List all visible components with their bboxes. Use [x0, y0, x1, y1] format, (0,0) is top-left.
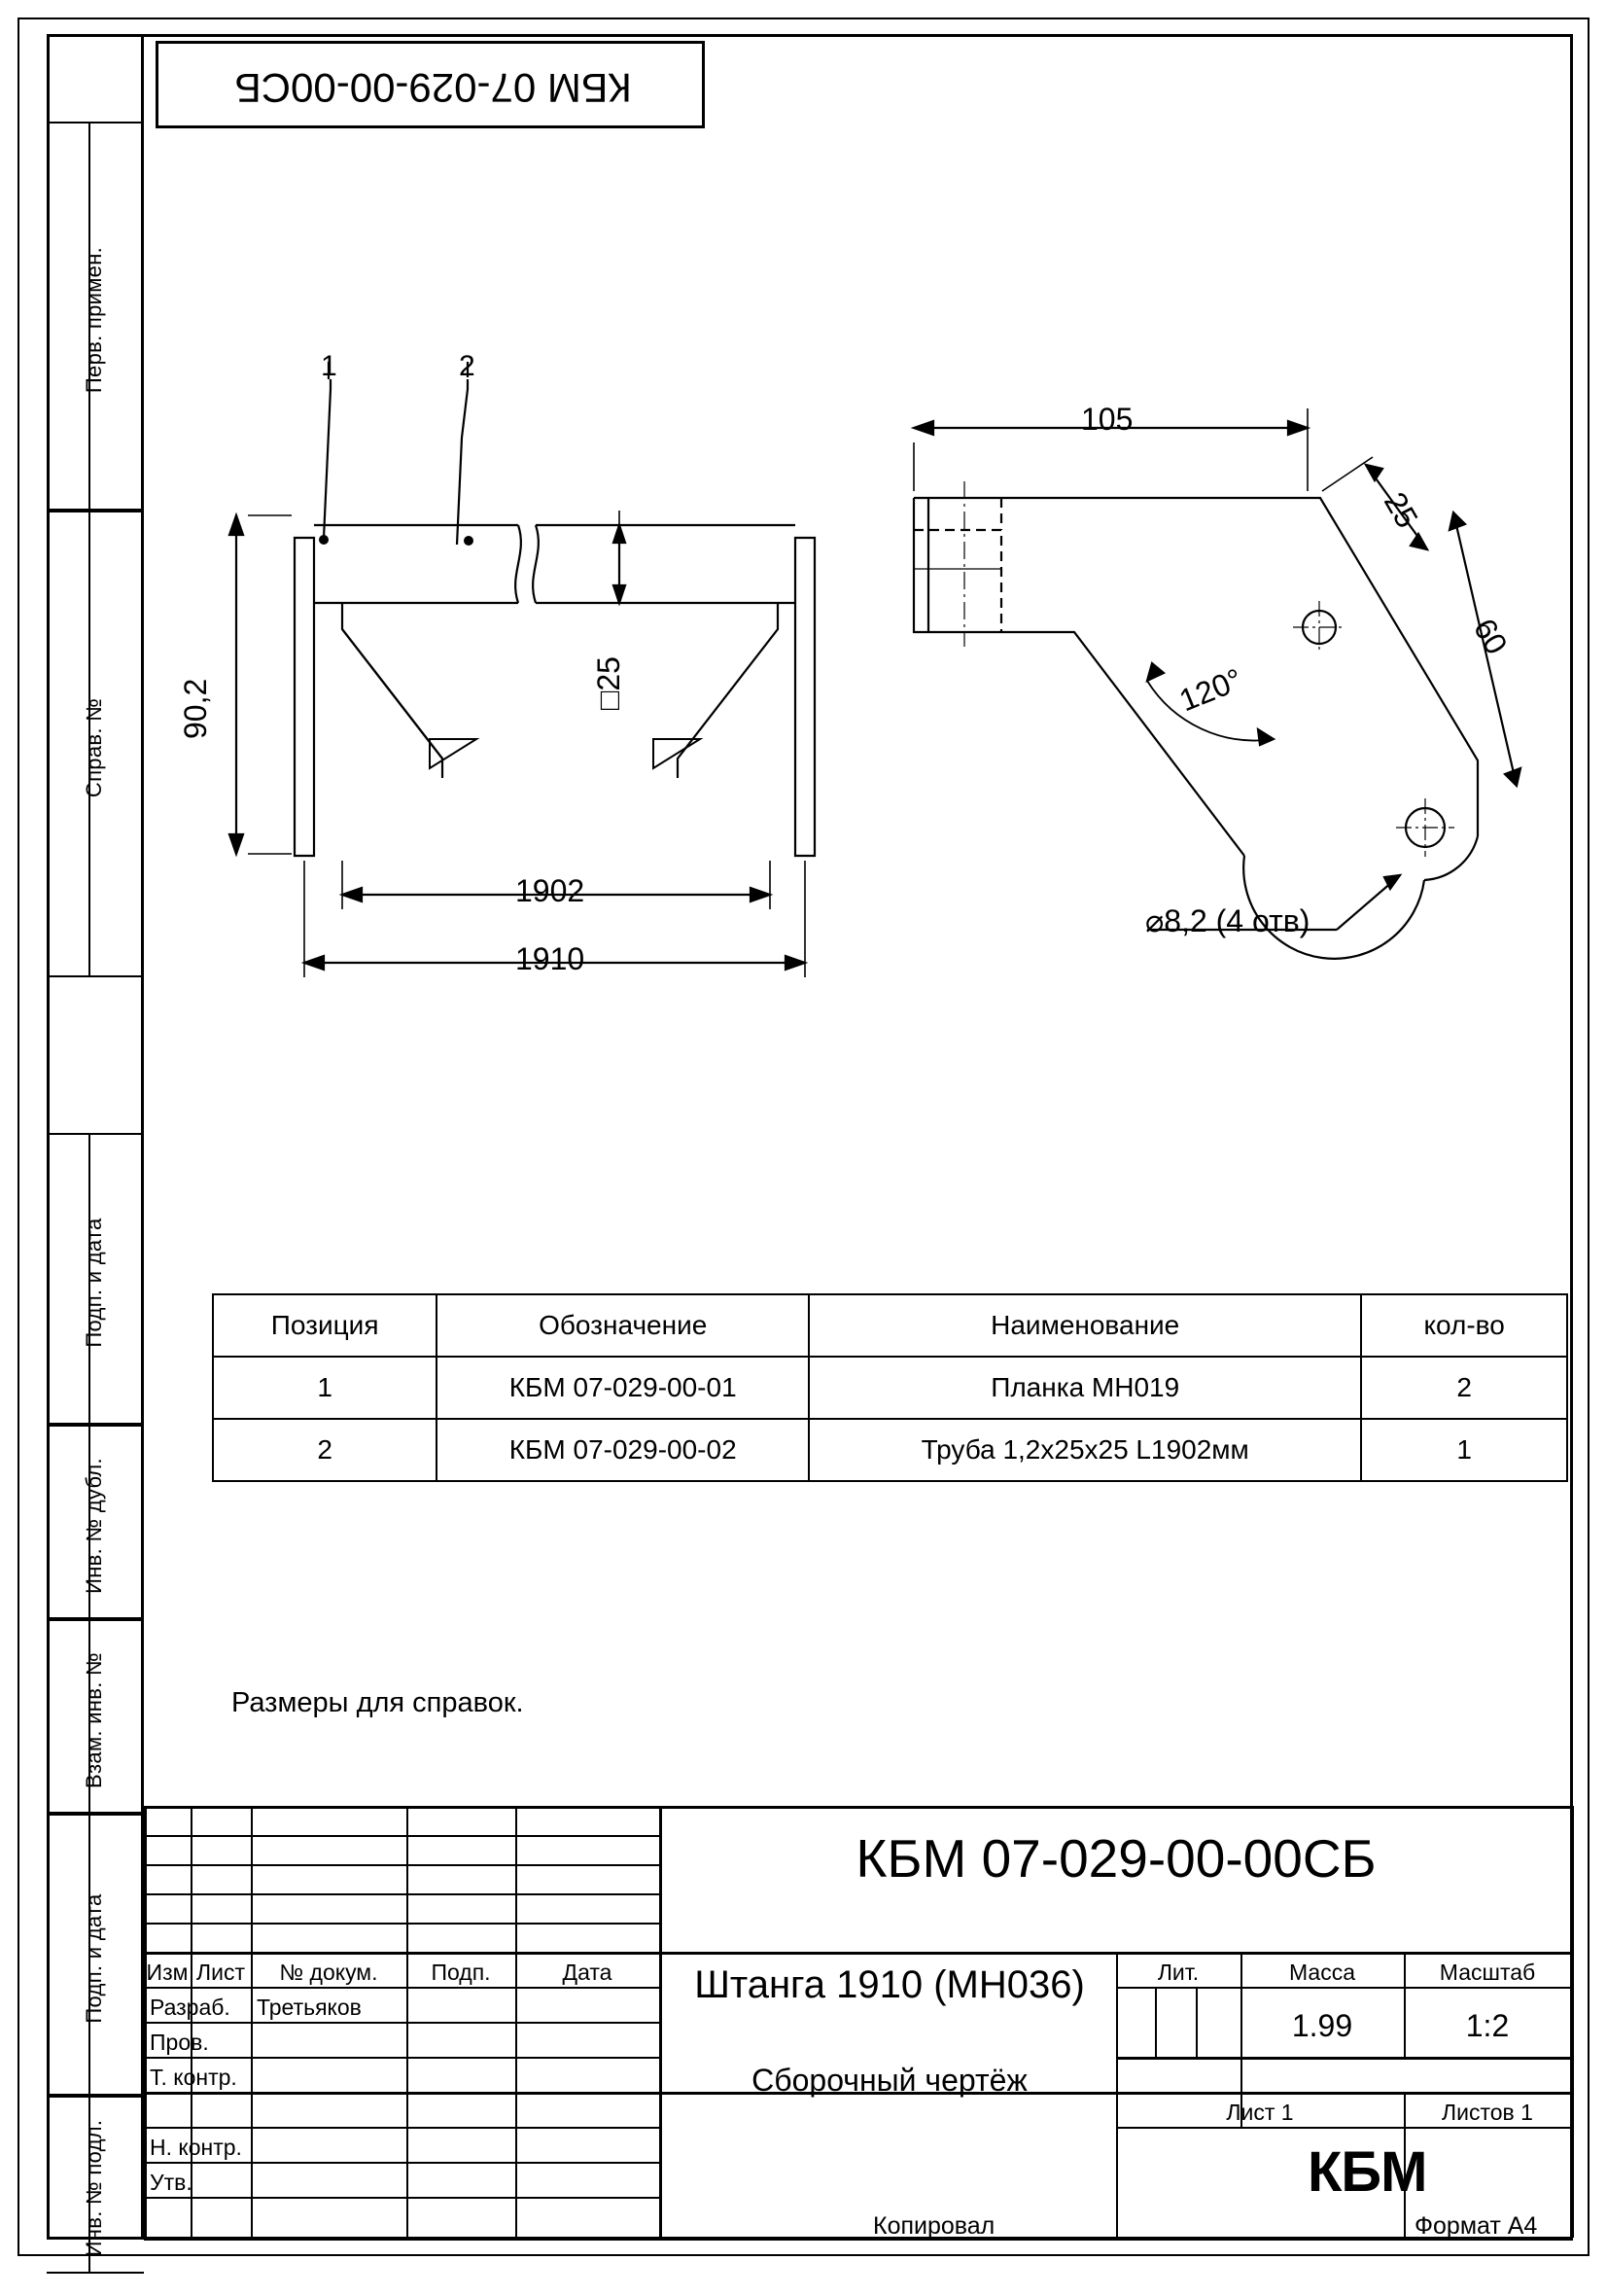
tb-line	[1116, 1987, 1573, 1989]
specification-table	[212, 1293, 1568, 1482]
tb-line	[659, 1806, 662, 2238]
footer-copy-label: Копировал	[873, 2212, 996, 2240]
tb-line	[144, 1952, 659, 1955]
tb-lit-label: Лит.	[1157, 1960, 1200, 1985]
callout-label-1: 1	[321, 350, 337, 382]
tb-line	[144, 1806, 1573, 1809]
spec-cell-position: 1	[213, 1357, 437, 1419]
tb-sheets-label: Листов 1	[1442, 2100, 1533, 2125]
tb-line	[144, 2197, 659, 2199]
left-margin-cell-4	[47, 1425, 144, 1619]
spec-header-row	[213, 1294, 1567, 1357]
tb-scale-value: 1:2	[1465, 2008, 1510, 2043]
tb-line	[406, 1806, 408, 2238]
tb-role-label-tkontr: Т. контр.	[150, 2065, 237, 2090]
tb-line	[144, 1835, 659, 1837]
tb-scale-label: Масштаб	[1439, 1960, 1536, 1985]
tb-line	[1116, 2057, 1573, 2060]
tb-role-label-utv: Утв.	[150, 2170, 192, 2195]
tb-mass-label: Масса	[1288, 1960, 1355, 1985]
tb-line	[144, 1893, 659, 1895]
tb-col-header-podp: Подп.	[431, 1960, 491, 1985]
tb-line	[144, 2022, 659, 2024]
tb-line	[144, 1864, 659, 1866]
tb-col-header-data: Дата	[562, 1960, 612, 1985]
left-margin-label-vzam-inv: Взам. инв. №	[82, 1652, 106, 1788]
left-margin-label-podp-data-1: Подп. и дата	[82, 1218, 106, 1348]
left-margin-label-inv-dubl: Инв. № дубл.	[82, 1458, 106, 1594]
left-margin-cell-5	[47, 1619, 144, 1814]
dim-bend-angle-120: 120°	[1174, 661, 1247, 719]
tb-line	[1116, 2127, 1573, 2129]
part-title: Штанга 1910 (МН036)	[694, 1963, 1085, 2006]
spec-cell-quantity: 1	[1361, 1419, 1567, 1481]
tb-line	[144, 1923, 659, 1925]
company-logo: КБМ	[1308, 2140, 1427, 2204]
spec-cell-quantity: 2	[1361, 1357, 1567, 1419]
dim-height-90-2: 90,2	[178, 678, 213, 739]
left-margin-label-inv-podl: Инв. № подл.	[82, 2119, 106, 2257]
tb-line	[144, 1806, 147, 2238]
tb-line	[1155, 1987, 1157, 2057]
spec-header-quantity: кол-во	[1361, 1294, 1567, 1357]
spec-cell-name: Труба 1,2х25х25 L1902мм	[809, 1419, 1361, 1481]
left-margin-cell-7	[47, 2096, 144, 2274]
reference-dimensions-note: Размеры для справок.	[231, 1687, 524, 1718]
tb-role-label-nkontr: Н. контр.	[150, 2135, 242, 2160]
left-margin-cell-3	[47, 1133, 144, 1425]
tb-line	[515, 1806, 517, 2238]
left-margin-cell-2	[47, 511, 144, 977]
tb-line	[1116, 1952, 1118, 2238]
tb-col-header-docnum: № докум.	[279, 1960, 378, 1985]
spec-header-position: Позиция	[213, 1294, 437, 1357]
tb-sheet-label: Лист 1	[1226, 2100, 1294, 2125]
tb-line	[144, 2238, 1573, 2241]
doc-type: Сборочный чертёж	[751, 2063, 1028, 2098]
dim-inner-length-1902: 1902	[515, 873, 585, 908]
tb-line	[144, 2162, 659, 2164]
spec-cell-position: 2	[213, 1419, 437, 1481]
dim-plate-length-60: 60	[1466, 613, 1515, 660]
tb-col-header-list: Лист	[196, 1960, 245, 1985]
spec-header-name: Наименование	[809, 1294, 1361, 1357]
left-margin-cell-6	[47, 1814, 144, 2096]
main-designation: КБМ 07-029-00-00СБ	[856, 1828, 1377, 1889]
dim-plate-width-25: 25	[1377, 486, 1425, 534]
left-margin-label-sprav: Справ. №	[82, 697, 106, 798]
footer-format-label: Формат А4	[1415, 2212, 1538, 2240]
dim-overall-length-1910: 1910	[515, 941, 585, 976]
tb-role-name-razrab: Третьяков	[257, 1995, 362, 2020]
table-row	[213, 1419, 1567, 1481]
tb-role-label-razrab: Разраб.	[150, 1995, 230, 2020]
tb-col-header-izm: Изм	[146, 1960, 189, 1985]
dim-tube-section-25: □25	[591, 656, 626, 710]
dim-arm-length-105: 105	[1081, 402, 1134, 437]
tb-role-label-prov: Пров.	[150, 2030, 209, 2055]
left-margin-label-perv-primen: Перв. примен.	[82, 246, 106, 394]
tb-line	[144, 2127, 659, 2129]
spec-cell-designation: КБМ 07-029-00-02	[437, 1419, 809, 1481]
left-margin-column	[47, 34, 144, 2257]
spec-header-designation: Обозначение	[437, 1294, 809, 1357]
tb-line	[144, 1987, 659, 1989]
tb-line	[144, 2057, 659, 2059]
tb-line	[251, 1806, 253, 2238]
callout-label-2: 2	[459, 350, 475, 382]
top-designation-box	[156, 41, 705, 128]
tb-line	[1196, 1987, 1198, 2057]
left-margin-cell-1	[47, 122, 144, 511]
top-designation-text: КБМ 07-029-00-00СБ	[234, 65, 632, 111]
spec-cell-designation: КБМ 07-029-00-01	[437, 1357, 809, 1419]
tb-line	[1571, 1806, 1574, 2238]
left-margin-label-podp-data-2: Подп. и дата	[82, 1893, 106, 2024]
spec-cell-name: Планка МН019	[809, 1357, 1361, 1419]
tb-mass-value: 1.99	[1291, 2008, 1353, 2043]
table-row	[213, 1357, 1567, 1419]
dim-holes-diameter: ⌀8,2 (4 отв)	[1145, 903, 1310, 938]
